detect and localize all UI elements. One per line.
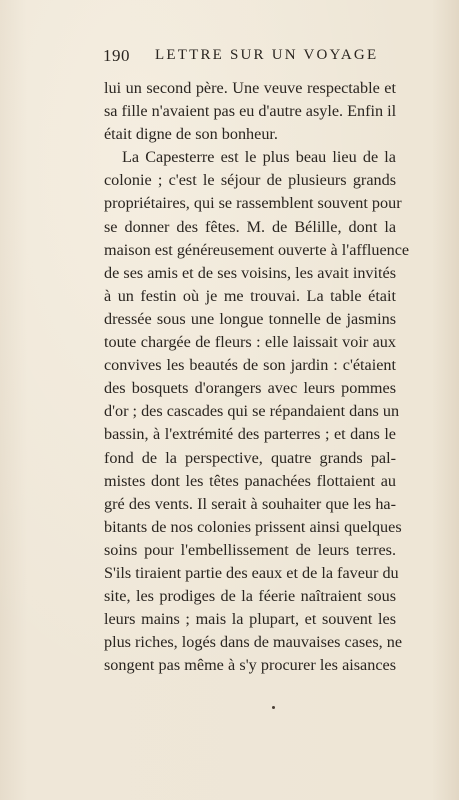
text-line: était digne de son bonheur. [104,125,278,144]
text-line: colonie ; c'est le séjour de plusieurs grands [104,171,396,190]
text-line: songent pas même à s'y procurer les aisances [104,656,396,675]
ink-speck [272,706,275,709]
text-line: leurs mains ; mais la plupart, et souvent les [104,610,396,629]
text-line: mistes dont les têtes panachées flottaient au [104,471,396,490]
text-line: se donner des fêtes. M. de Bélille, dont la [104,217,396,236]
text-line: site, les prodiges de la féerie naîtraient sous [104,587,396,606]
text-line: des bosquets d'orangers avec leurs pommes [104,379,396,398]
text-line: bitants de nos colonies prissent ainsi quelques [104,517,402,536]
text-line: plus riches, logés dans de mauvaises cases, ne [104,633,403,652]
running-head: LETTRE SUR UN VOYAGE [155,47,379,63]
text-line: maison est généreusement ouverte à l'affluence [104,240,410,259]
text-line: de ses amis et de ses voisins, les avait invités [104,263,396,282]
text-line: La Capesterre est le plus beau lieu de la [122,148,396,167]
text-line: propriétaires, qui se rassemblent souvent pour [104,194,402,213]
text-line: lui un second père. Une veuve respectable et [104,79,396,97]
text-line: soins pour l'embellissement de leurs terres. [104,540,396,559]
page-header [103,46,393,68]
text-line: S'ils tiraient partie des eaux et de la faveur du [104,563,399,582]
text-line: convives les beautés de son jardin : c'étaient [104,356,396,375]
text-line: à un festin où je me trouvai. La table était [104,286,396,305]
text-line: bassin, à l'extrémité des parterres ; et dans le [104,425,396,444]
body-text [104,77,410,677]
text-line: d'or ; des cascades qui se répandaient dans un [104,402,400,421]
text-line: sa fille n'avaient pas eu d'autre asyle. Enfin il [104,102,397,121]
page-number: 190 [103,46,130,65]
text-line: gré des vents. Il serait à souhaiter que les ha- [104,494,396,513]
text-line: dressée sous une longue tonnelle de jasmins [104,309,396,328]
text-line: toute chargée de fleurs : elle laissait voir aux [104,333,396,352]
text-line: fond de la perspective, quatre grands pal- [104,448,396,467]
